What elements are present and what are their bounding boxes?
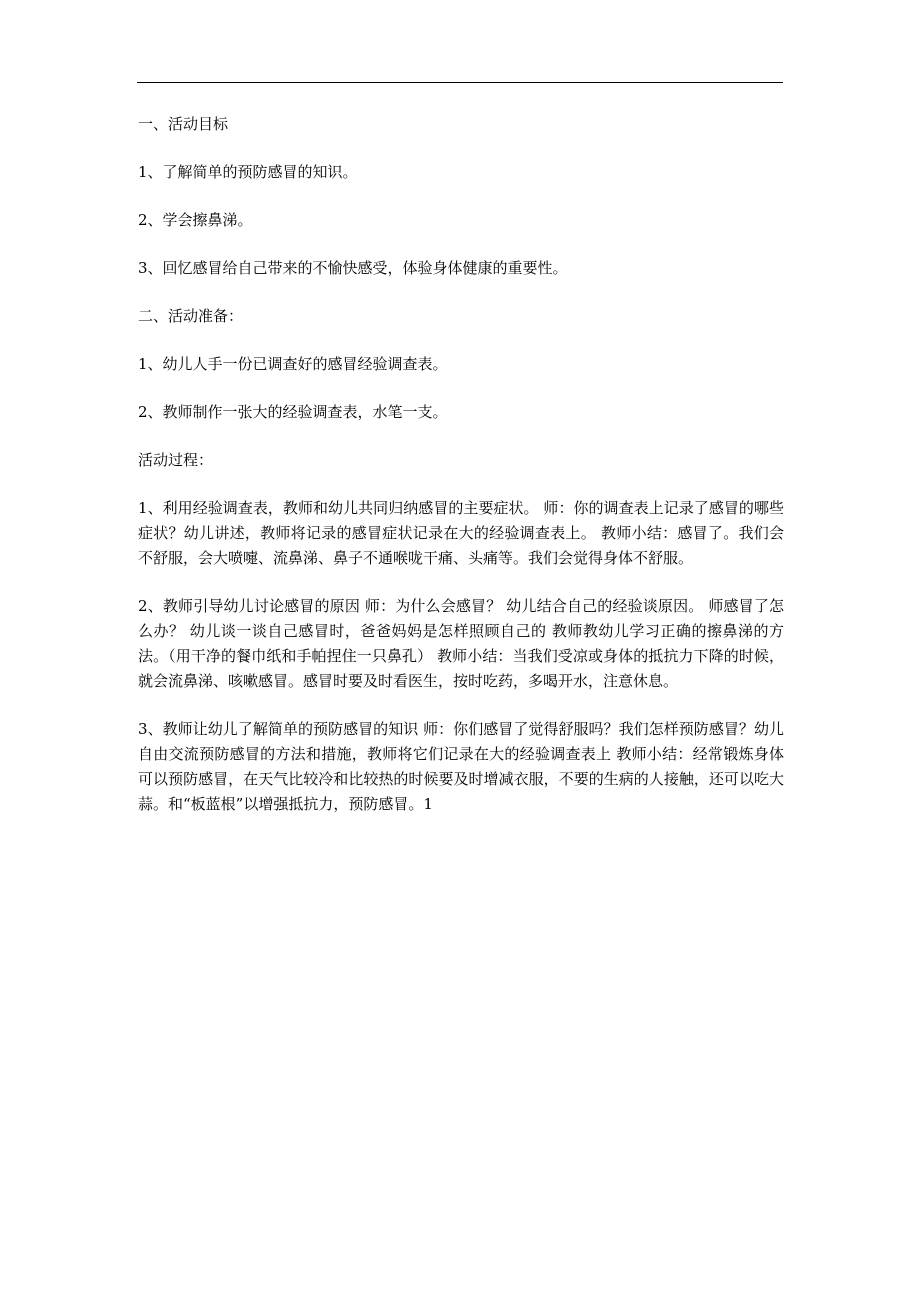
- goal-item-3: 3、回忆感冒给自己带来的不愉快感受，体验身体健康的重要性。: [138, 259, 568, 277]
- preparation-item-1: 1、幼儿人手一份已调查好的感冒经验调查表。: [138, 355, 448, 373]
- section-heading-preparation: 二、活动准备：: [138, 307, 244, 325]
- goal-item-1: 1、了解简单的预防感冒的知识。: [138, 163, 358, 181]
- document-body: [138, 112, 784, 840]
- process-step-2: 2、教师引导幼儿讨论感冒的原因 师：为什么会感冒？ 幼儿结合自己的经验谈原因。 师感冒了怎么办？ 幼儿谈一谈自己感冒时，爸爸妈妈是怎样照顾自己的 教师教幼儿学习正确的擦鼻涕的方法。（用干净的餐巾纸和手帕捏住一只鼻孔） 教师小结：当我们受凉或身体的抵抗力下降的时候，就会流鼻涕、咳嗽感冒。感冒时要及时看医生，按时吃药，多喝开水，注意休息。: [138, 597, 784, 690]
- process-step-1: 1、利用经验调查表，教师和幼儿共同归纳感冒的主要症状。 师：你的调查表上记录了感冒的哪些症状？幼儿讲述，教师将记录的感冒症状记录在大的经验调查表上。 教师小结：感冒了。我们会不舒服，会大喷嚏、流鼻涕、鼻子不通喉咙干痛、头痛等。我们会觉得身体不舒服。: [138, 499, 784, 567]
- section-heading-process: 活动过程：: [138, 451, 214, 469]
- process-step-3: 3、教师让幼儿了解简单的预防感冒的知识 师：你们感冒了觉得舒服吗？我们怎样预防感冒？幼儿自由交流预防感冒的方法和措施，教师将它们记录在大的经验调查表上 教师小结：经常锻炼身体可以预防感冒，在天气比较冷和比较热的时候要及时增减衣服，不要的生病的人接触，还可以吃大蒜。和“板蓝根”以增强抵抗力，预防感冒。1: [138, 720, 784, 813]
- goal-item-2: 2、学会擦鼻涕。: [138, 211, 253, 229]
- section-heading-goals: 一、活动目标: [138, 115, 229, 133]
- header-rule: [137, 82, 783, 83]
- preparation-item-2: 2、教师制作一张大的经验调查表，水笔一支。: [138, 403, 448, 421]
